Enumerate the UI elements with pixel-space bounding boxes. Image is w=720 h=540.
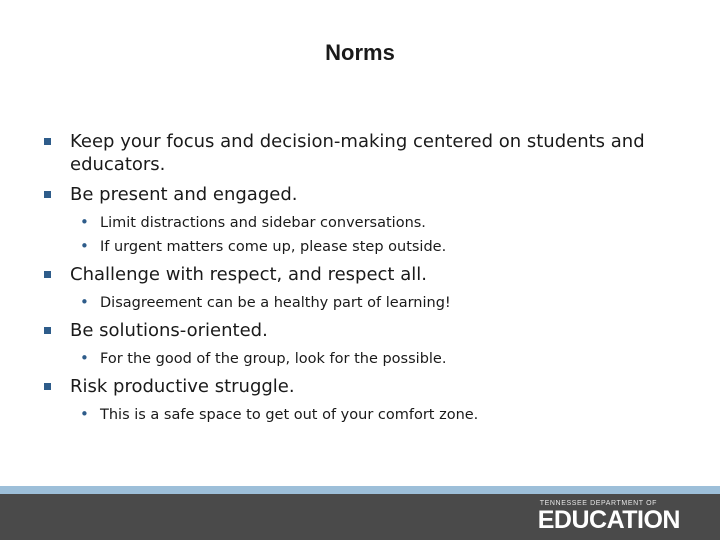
- bullet-item: Keep your focus and decision-making centered on students and educators.: [44, 130, 664, 176]
- bullet-item: Risk productive struggle.: [44, 375, 664, 398]
- bullet-item: Be solutions-oriented.: [44, 319, 664, 342]
- sub-bullet-item: • If urgent matters come up, please step outside.: [80, 237, 664, 257]
- sub-bullet-list: [44, 405, 664, 425]
- tn-education-logo: [538, 500, 680, 533]
- bullet-list: [44, 130, 664, 431]
- sub-bullet-list: [44, 293, 664, 313]
- sub-bullet-list: [44, 349, 664, 369]
- bullet-item: Challenge with respect, and respect all.: [44, 263, 664, 286]
- logo-subtitle: TENNESSEE DEPARTMENT OF: [539, 500, 657, 507]
- footer-accent-band: [0, 486, 720, 494]
- logo-wordmark: EDUCATION: [537, 506, 680, 534]
- sub-bullet-item: • Limit distractions and sidebar conversations.: [80, 213, 664, 233]
- slide-title: Norms: [325, 40, 395, 65]
- sub-bullet-item: • For the good of the group, look for the possible.: [80, 349, 664, 369]
- sub-bullet-item: • This is a safe space to get out of your comfort zone.: [80, 405, 664, 425]
- bullet-item: Be present and engaged.: [44, 183, 664, 206]
- sub-bullet-item: • Disagreement can be a healthy part of learning!: [80, 293, 664, 313]
- sub-bullet-list: [44, 213, 664, 257]
